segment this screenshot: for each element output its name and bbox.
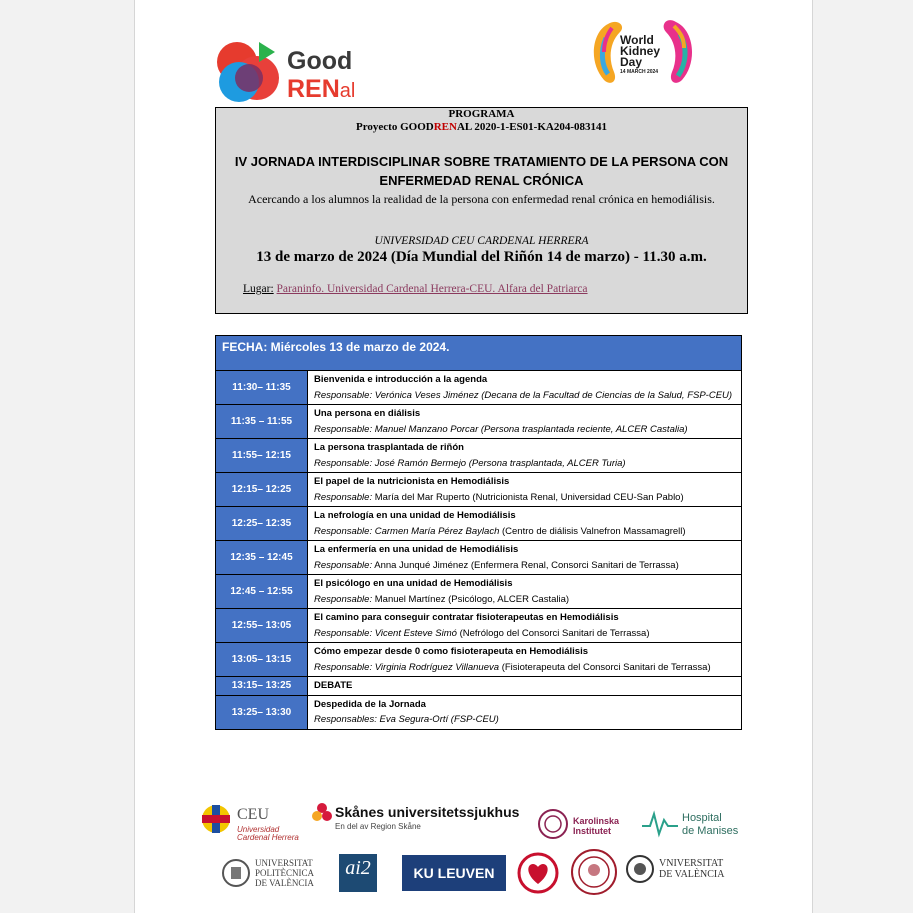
ceu-name: CEU [237,806,269,823]
responsible-name: Carmen María Pérez Baylach [374,525,500,537]
session-responsible [314,422,736,438]
goodrenal-heart-icon [215,38,285,108]
schedule-time: 11:30– 11:35 [216,371,308,404]
world-kidney-day-logo [590,18,700,88]
schedule-description [308,575,741,608]
manises-line1: Hospital [682,812,722,824]
karolinska-logo [537,808,620,845]
project-code [216,121,747,133]
wkd-date: 14 MARCH 2024 [620,69,659,75]
responsible-label: Responsable: [314,627,373,639]
responsible-name: José Ramón Bermejo (Persona trasplantada, ALCER Turia) [374,457,626,469]
session-responsible [314,626,736,642]
schedule-description [308,507,741,540]
schedule-description [308,677,741,695]
project-suffix: AL 2020-1-ES01-KA204-083141 [456,121,607,133]
schedule-time: 12:55– 13:05 [216,609,308,642]
responsible-label: Responsable: [314,525,373,537]
upv-line1: UNIVERSITAT [255,858,313,868]
uv-seal-icon [625,854,655,884]
session-responsible [314,660,736,676]
venue-label: Lugar: [243,283,274,295]
schedule-description [308,609,741,642]
session-title: Una persona en diálisis [314,408,421,419]
responsible-name: Eva Segura-Ortí (FSP-CEU) [379,714,499,725]
session-responsible [314,456,736,472]
skane-sub: En del av Region Skåne [335,822,421,831]
ai2-logo [339,854,377,892]
venue-link[interactable]: Paraninfo. Universidad Cardenal Herrera-CEU. Alfara del Patriarca [276,283,588,295]
wkd-line-world: World [620,33,654,47]
responsible-name: Manuel Manzano Porcar (Persona trasplantada reciente, ALCER Castalia) [374,423,688,435]
uv-line2: DE VALÈNCIA [659,869,725,880]
schedule-time: 11:55– 12:15 [216,439,308,472]
karolinska-line1: Karolinska [573,816,620,826]
ceu-sub1: Universidad [237,825,280,834]
goodrenal-word-good: Good [287,47,353,75]
session-responsible [314,524,736,540]
schedule-row [216,541,741,575]
schedule-description [308,541,741,574]
red-seal-logo [570,848,618,901]
upv-line3: DE VALÈNCIA [255,878,314,888]
responsible-label: Responsable: [314,661,373,673]
schedule-time: 13:25– 13:30 [216,696,308,729]
kuleuven-name: KU LEUVEN [413,865,495,881]
schedule-time: 13:05– 13:15 [216,643,308,676]
responsible-name: Verónica Veses Jiménez (Decana de la Facultad de Ciencias de la Salud, FSP-CEU) [374,389,733,401]
program-header-box [215,107,748,314]
project-red: REN [433,121,457,133]
schedule-time: 13:15– 13:25 [216,677,308,695]
skane-name: Skånes universitetssjukhus [335,804,520,820]
manises-logo [642,808,739,843]
project-prefix: Proyecto GOOD [356,121,434,133]
upv-seal-icon [221,858,251,888]
schedule-row [216,575,741,609]
heart-seal-icon [517,852,559,894]
venue [243,283,588,295]
skane-flower-icon [311,802,333,824]
goodrenal-ren: REN [287,75,340,103]
wkd-line-day: Day [620,55,643,69]
ceu-sub2: Cardenal Herrera [237,833,299,842]
schedule-row [216,609,741,643]
schedule-row [216,643,741,677]
schedule-description [308,405,741,438]
university-name: UNIVERSIDAD CEU CARDENAL HERRERA [374,235,589,247]
responsible-label: Responsable: [314,457,373,469]
schedule-row [216,677,741,696]
session-title: El papel de la nutricionista en Hemodiálisis [314,476,510,487]
session-responsible [314,490,736,506]
schedule-time: 12:15– 12:25 [216,473,308,506]
session-responsible [314,712,736,728]
goodrenal-logo [215,38,395,108]
upv-logo [221,858,314,893]
kuleuven-logo [402,855,506,891]
schedule-row [216,696,741,729]
manises-line2: de Manises [682,825,739,837]
session-title: DEBATE [314,680,353,691]
event-date: 13 de marzo de 2024 (Día Mundial del Riñón 14 de marzo) - 11.30 a.m. [256,249,707,265]
session-responsible [314,388,736,404]
schedule-rows [216,371,741,729]
session-title: Bienvenida e introducción a la agenda [314,374,488,385]
responsible-name: Virginia Rodríguez Villanueva [374,661,500,673]
event-title: IV JORNADA INTERDISCIPLINAR SOBRE TRATAMIENTO DE LA PERSONA CON ENFERMEDAD RENAL CRÓNICA [234,154,729,188]
responsible-label: Responsable: [314,491,373,503]
karolinska-line2: Institutet [573,826,611,836]
session-title: La enfermería en una unidad de Hemodiálisis [314,544,519,555]
document-page [134,0,813,913]
schedule-description [308,696,741,729]
sponsor-logos [197,798,757,898]
skane-logo [311,802,531,829]
responsible-detail: María del Mar Ruperto (Nutricionista Renal, Universidad CEU-San Pablo) [374,491,684,503]
uv-line1: VNIVERSITAT [659,858,724,869]
responsible-detail: (Fisioterapeuta del Consorci Sanitari de Terrassa) [501,661,711,673]
session-title: Cómo empezar desde 0 como fisioterapeuta en Hemodiálisis [314,646,588,657]
schedule-description [308,473,741,506]
heartbeat-icon [642,808,678,838]
upv-line2: POLITÈCNICA [255,868,314,878]
schedule-heading: FECHA: Miércoles 13 de marzo de 2024. [216,336,741,371]
responsible-detail: (Nefrólogo del Consorci Sanitari de Terrassa) [459,627,650,639]
session-responsible [314,558,736,574]
schedule-description [308,371,741,404]
session-title: La persona trasplantada de riñón [314,442,464,453]
session-title: Despedida de la Jornada [314,698,426,710]
schedule-table [215,335,742,730]
session-responsible [314,592,736,608]
session-title: La nefrología en una unidad de Hemodiálisis [314,510,516,521]
schedule-row [216,405,741,439]
schedule-time: 11:35 – 11:55 [216,405,308,438]
responsible-detail: Anna Junqué Jiménez (Enfermera Renal, Consorci Sanitari de Terrassa) [374,559,679,571]
responsible-label: Responsables: [314,714,377,725]
university-seal-icon [570,848,618,896]
programa-label: PROGRAMA [448,108,515,120]
schedule-time: 12:25– 12:35 [216,507,308,540]
heart-seal-logo [517,852,559,899]
responsible-detail: Manuel Martínez (Psicólogo, ALCER Castalia) [374,593,570,605]
karolinska-seal-icon [537,808,569,840]
schedule-description [308,643,741,676]
responsible-detail: (Centro de diálisis Valnefron Massamagrell) [502,525,686,537]
goodrenal-al: al [339,80,356,102]
event-subtitle: Acercando a los alumnos la realidad de la persona con enfermedad renal crónica en hemodiálisis. [248,192,715,206]
session-title: El psicólogo en una unidad de Hemodiálisis [314,578,513,589]
uv-logo [625,854,725,889]
schedule-row [216,371,741,405]
session-title: El camino para conseguir contratar fisioterapeutas en Hemodiálisis [314,612,619,623]
responsible-name: Vicent Esteve Simó [374,627,457,639]
schedule-time: 12:35 – 12:45 [216,541,308,574]
responsible-label: Responsable: [314,593,373,605]
schedule-time: 12:45 – 12:55 [216,575,308,608]
responsible-label: Responsable: [314,559,373,571]
wkd-line-kidney: Kidney [620,44,661,58]
schedule-row [216,473,741,507]
schedule-row [216,439,741,473]
ceu-cross-icon [201,804,231,834]
goodrenal-word-renal [287,76,355,104]
schedule-row [216,507,741,541]
ai2-name: ai2 [345,857,371,879]
responsible-label: Responsable: [314,389,373,401]
ceu-logo [201,804,299,842]
responsible-label: Responsable: [314,423,373,435]
schedule-description [308,439,741,472]
